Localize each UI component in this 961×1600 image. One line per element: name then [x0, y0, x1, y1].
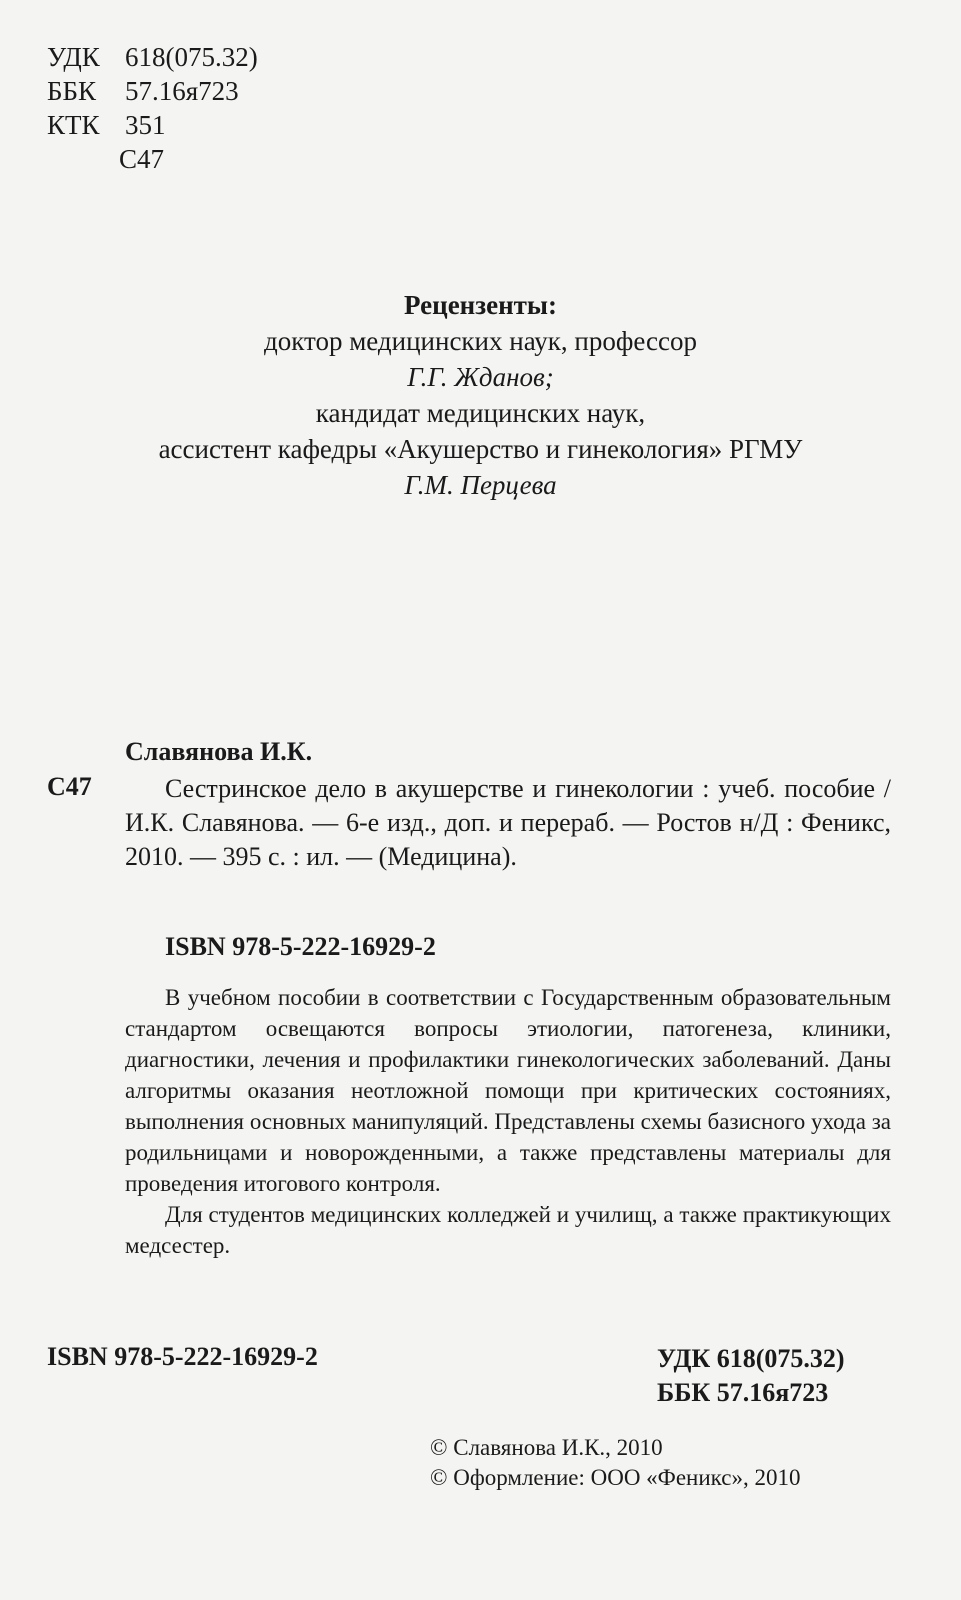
catalog-description: [125, 772, 891, 874]
bibliographic-description: Сестринское дело в акушерстве и гинекологии : учеб. пособие / И.К. Славянова. — 6-е изд., доп. и перераб. — Ростов н/Д : Феникс, 2010. — 395 с. : ил. — (Медицина).: [125, 774, 891, 871]
bbk-label: ББК: [47, 76, 97, 106]
ktk-code-row: [47, 108, 258, 142]
annotation-paragraph-2: Для студентов медицинских колледжей и училищ, а также практикующих медсестер.: [125, 1202, 891, 1258]
copyright-design: © Оформление: ООО «Феникс», 2010: [430, 1465, 801, 1490]
footer-codes: [657, 1342, 845, 1410]
reviewers-heading: Рецензенты:: [404, 290, 557, 320]
reviewer2-name: Г.М. Перцева: [404, 470, 557, 500]
catalog-isbn: ISBN 978-5-222-16929-2: [165, 932, 436, 961]
author-mark: С47: [119, 144, 165, 174]
catalog-author: Славянова И.К.: [125, 737, 313, 766]
reviewer2-degree: кандидат медицинских наук,: [315, 398, 646, 428]
annotation: [125, 982, 891, 1261]
reviewer1-title: доктор медицинских наук, профессор: [264, 326, 697, 356]
footer-isbn: ISBN 978-5-222-16929-2: [47, 1342, 318, 1371]
annotation-paragraph-1: В учебном пособии в соответствии с Государственным образовательным стандартом освещаются вопросы этиологии, патогенеза, клиники, диагностики, лечения и профилактики гинекологических заболеваний. Даны алгоритмы оказания неотложной помощи при критических состояниях, выполнения основных манипуляций. Представлены схемы базисного ухода за родильницами и новорожденными, а также представлены материалы для проведения итогового контроля.: [125, 985, 891, 1196]
bbk-value: 57.16я723: [125, 76, 239, 106]
copyright-author: © Славянова И.К., 2010: [430, 1435, 663, 1460]
footer-bbk: ББК 57.16я723: [657, 1378, 829, 1407]
reviewer1-name: Г.Г. Жданов;: [407, 362, 554, 392]
udk-value: 618(075.32): [125, 42, 258, 72]
footer-udk: УДК 618(075.32): [657, 1344, 845, 1373]
reviewers-block: [0, 287, 961, 503]
reviewer2-position: ассистент кафедры «Акушерство и гинекология» РГМУ: [158, 434, 803, 464]
classification-codes: [47, 40, 258, 176]
catalog-code: С47: [47, 772, 92, 801]
udk-code-row: [47, 40, 258, 74]
udk-label: УДК: [47, 42, 100, 72]
copyright-block: [430, 1433, 800, 1493]
bbk-code-row: [47, 74, 258, 108]
ktk-label: КТК: [47, 110, 100, 140]
ktk-value: 351: [125, 110, 166, 140]
